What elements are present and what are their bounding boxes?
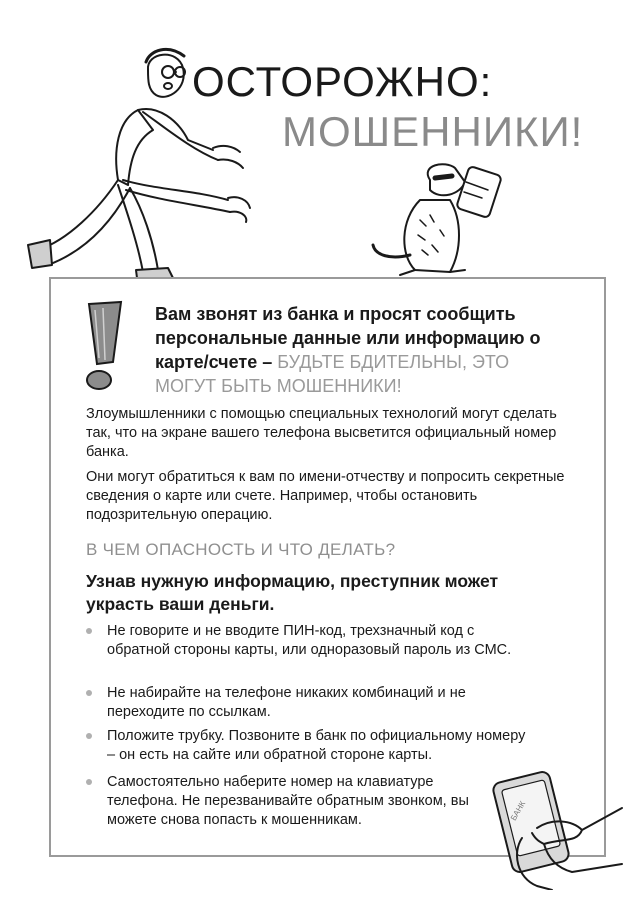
raccoon-illustration xyxy=(370,160,510,285)
list-item-text: Самостоятельно наберите номер на клавиатуре телефона. Не перезванивайте обратным звонком, вы можете снова попасть к мошенникам. xyxy=(107,774,469,828)
bullet-icon xyxy=(86,779,92,785)
bullet-icon xyxy=(86,690,92,696)
list-item-text: Не говорите и не вводите ПИН-код, трехзначный код с обратной стороны карты, или одноразовый пароль из СМС. xyxy=(107,623,512,658)
hand-phone-illustration xyxy=(482,768,632,890)
bullet-icon xyxy=(86,628,92,634)
list-item-text: Положите трубку. Позвоните в банк по официальному номеру – он есть на сайте или обратной стороне карты. xyxy=(107,728,526,763)
warning-lead xyxy=(155,302,555,398)
section-heading: В ЧЕМ ОПАСНОСТЬ И ЧТО ДЕЛАТЬ? xyxy=(86,540,396,559)
page-title-line2: МОШЕННИКИ! xyxy=(282,108,584,155)
paragraph: Они могут обратиться к вам по имени-отчеству и попросить секретные сведения о карте или счете. Например, чтобы остановить подозрительную операцию. xyxy=(86,469,565,523)
paragraph: Злоумышленники с помощью специальных технологий могут сделать так, что на экране вашего телефона высветится официальный номер банка. xyxy=(86,406,557,460)
bullet-icon xyxy=(86,733,92,739)
list-item xyxy=(86,773,486,830)
section-lead: Узнав нужную информацию, преступник может украсть ваши деньги. xyxy=(86,571,499,614)
page-title-line1: ОСТОРОЖНО: xyxy=(192,58,493,105)
phone-screen-label: БАНК xyxy=(508,799,528,823)
list-item xyxy=(86,727,526,765)
list-item xyxy=(86,622,526,660)
list-item-text: Не набирайте на телефоне никаких комбинаций и не переходите по ссылкам. xyxy=(107,685,466,720)
warning-lead-bold: Вам звонят из банка и просят сообщить персональные данные или информацию о карте/счете – xyxy=(155,304,541,372)
warning-lead-grey: БУДЬТЕ БДИТЕЛЬНЫ, ЭТО МОГУТ БЫТЬ МОШЕННИКИ! xyxy=(155,352,510,396)
exclamation-icon xyxy=(83,300,128,392)
list-item xyxy=(86,684,526,722)
